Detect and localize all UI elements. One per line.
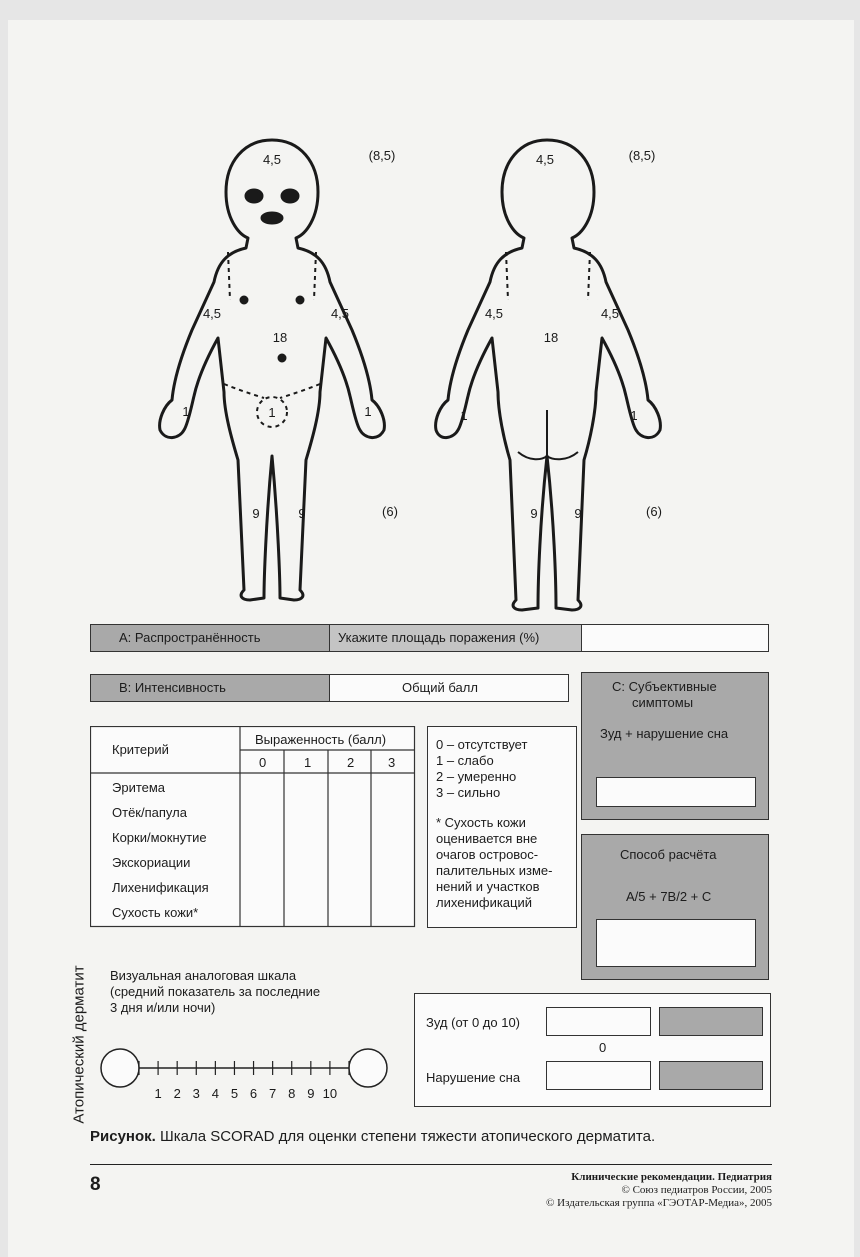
- front-figure: [160, 140, 385, 600]
- front-arm-right-label: 4,5: [330, 306, 350, 321]
- criterion-row: Лихенификация: [112, 880, 209, 895]
- vas-tick-label: 10: [322, 1086, 338, 1101]
- front-hand-left-label: 1: [182, 404, 190, 419]
- section-a-title: A: Распространённость: [119, 630, 261, 645]
- front-leg-right-label: 9: [298, 506, 306, 521]
- sleep-result-cell[interactable]: [659, 1061, 763, 1090]
- front-arm-left-label: 4,5: [202, 306, 222, 321]
- back-arm-left-label: 4,5: [484, 306, 504, 321]
- footer-credits: [420, 1171, 772, 1210]
- severity-col-1: 1: [304, 755, 312, 770]
- legend-scale-1: 1 – слабо: [436, 753, 494, 768]
- footer-line1: Клинические рекомендации. Педиатрия: [571, 1171, 772, 1183]
- zero-label: 0: [599, 1040, 607, 1055]
- legend-note: палительных изме-: [436, 863, 553, 878]
- calculation-panel: [581, 834, 769, 980]
- front-legs-total: (6): [382, 504, 398, 519]
- criterion-row: Корки/мокнутие: [112, 830, 207, 845]
- back-leg-left-label: 9: [530, 506, 538, 521]
- section-a-prompt-cell: [329, 624, 582, 652]
- back-leg-right-label: 9: [574, 506, 582, 521]
- symptoms-box: [414, 993, 771, 1107]
- section-c-title-line2: симптомы: [632, 695, 694, 710]
- severity-header: Выраженность (балл): [255, 732, 387, 747]
- section-a-title-cell: [90, 624, 330, 652]
- legend-note: нений и участков: [436, 879, 540, 894]
- front-genital-label: 1: [268, 405, 276, 420]
- legend-note: оценивается вне: [436, 831, 538, 846]
- front-head-total: (8,5): [368, 148, 396, 163]
- vas-title-line3: 3 дня и/или ночи): [110, 1000, 216, 1015]
- criterion-row: Сухость кожи*: [112, 905, 199, 920]
- vas-tick-label: 9: [307, 1086, 315, 1101]
- legend-note: * Сухость кожи: [436, 815, 526, 830]
- vas-tick-label: 6: [249, 1086, 258, 1101]
- legend-note: лихенификаций: [436, 895, 533, 910]
- criterion-row: Экскориации: [112, 855, 191, 870]
- severity-col-0: 0: [259, 755, 267, 770]
- sleep-label: Нарушение сна: [426, 1070, 521, 1085]
- itch-label: Зуд (от 0 до 10): [426, 1015, 521, 1030]
- itch-result-cell[interactable]: [659, 1007, 763, 1036]
- vas-title-line1: Визуальная аналоговая шкала: [110, 968, 297, 983]
- legend-scale-3: 3 – сильно: [436, 785, 501, 800]
- section-c-panel: [581, 672, 769, 820]
- caption-bold: Рисунок.: [90, 1128, 156, 1145]
- legend-note: очагов островос-: [436, 847, 539, 862]
- severity-col-2: 2: [347, 755, 355, 770]
- back-trunk-label: 18: [543, 330, 559, 345]
- front-head-label: 4,5: [262, 152, 282, 167]
- back-arm-right-label: 4,5: [600, 306, 620, 321]
- total-score-label: Общий балл: [402, 680, 478, 695]
- front-leg-left-label: 9: [252, 506, 260, 521]
- calculation-title: Способ расчёта: [620, 847, 717, 862]
- sleep-score-input[interactable]: [546, 1061, 651, 1090]
- vas-tick-label: 2: [173, 1086, 181, 1101]
- back-hand-right-label: 1: [630, 408, 638, 423]
- vas-tick-label: 7: [269, 1086, 277, 1101]
- vas-tick-label: 8: [288, 1086, 296, 1101]
- back-hand-left-label: 1: [460, 408, 468, 423]
- total-score-field[interactable]: [329, 674, 569, 702]
- section-b-title: B: Интенсивность: [119, 680, 226, 695]
- footer-line2: © Союз педиатров России, 2005: [621, 1184, 772, 1196]
- side-title: Атопический дерматит: [70, 965, 88, 1124]
- section-c-subtitle: Зуд + нарушение сна: [600, 726, 729, 741]
- criterion-row: Отёк/папула: [112, 805, 187, 820]
- scorad-body-diagram: [0, 0, 860, 620]
- vas-tick-label: 3: [192, 1086, 200, 1101]
- footer-line3: © Издательская группа «ГЭОТАР-Медиа», 2005: [546, 1197, 772, 1209]
- page-number: 8: [90, 1174, 101, 1195]
- section-b-title-cell: [90, 674, 330, 702]
- legend-scale-0: 0 – отсутствует: [436, 737, 528, 752]
- criterion-row: Эритема: [112, 780, 166, 795]
- legend-scale-2: 2 – умеренно: [436, 769, 517, 784]
- criterion-header: Критерий: [112, 742, 169, 757]
- section-a-prompt: Укажите площадь поражения (%): [338, 630, 540, 645]
- vas-tick-label: 4: [211, 1086, 219, 1101]
- legend-box: [427, 726, 577, 928]
- section-c-title-line1: C: Субъективные: [612, 679, 717, 694]
- calculation-formula: A/5 + 7B/2 + C: [626, 889, 712, 904]
- back-head-label: 4,5: [535, 152, 555, 167]
- back-legs-total: (6): [646, 504, 662, 519]
- figure-caption: [90, 1128, 655, 1145]
- vas-end-circle: [349, 1049, 387, 1087]
- vas-tick-label: 5: [230, 1086, 239, 1101]
- back-head-total: (8,5): [628, 148, 656, 163]
- affected-area-input[interactable]: [581, 624, 769, 652]
- visual-analog-scale[interactable]: [96, 1044, 396, 1108]
- footer-divider: [90, 1164, 772, 1165]
- symptoms-score-input[interactable]: [596, 777, 756, 807]
- severity-col-3: 3: [388, 755, 396, 770]
- caption-text: Шкала SCORAD для оценки степени тяжести атопического дерматита.: [155, 1128, 656, 1145]
- vas-start-circle: [101, 1049, 139, 1087]
- back-figure: [436, 140, 661, 610]
- front-trunk-label: 18: [272, 330, 288, 345]
- scorad-result-input[interactable]: [596, 919, 756, 967]
- front-hand-right-label: 1: [364, 404, 372, 419]
- itch-score-input[interactable]: [546, 1007, 651, 1036]
- vas-title-line2: (средний показатель за последние: [110, 984, 321, 999]
- vas-tick-label: 1: [154, 1086, 162, 1101]
